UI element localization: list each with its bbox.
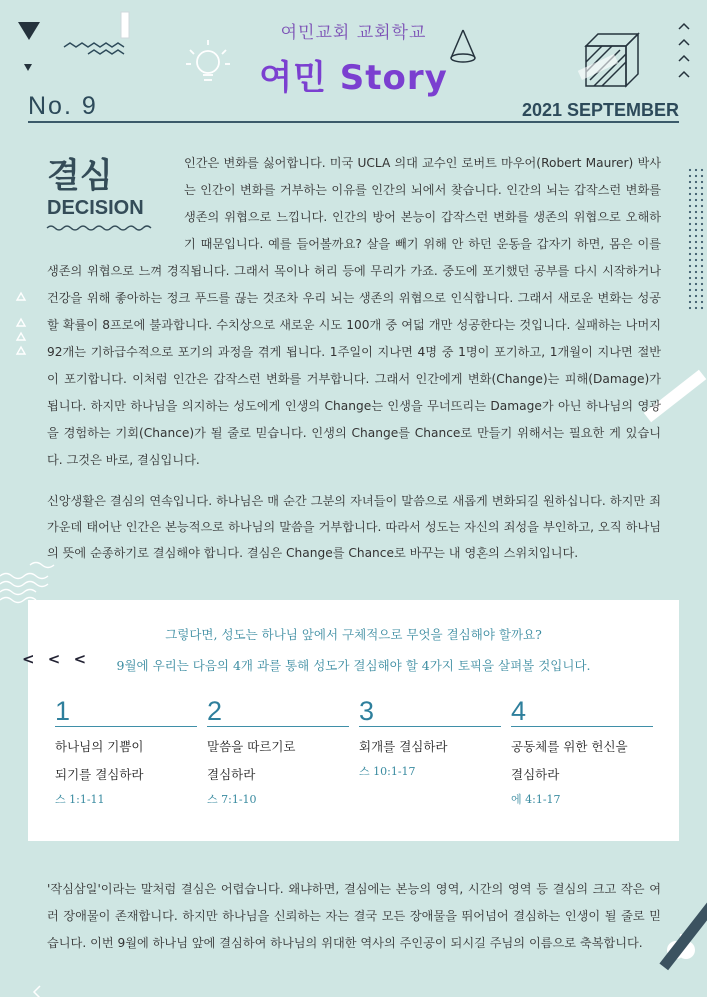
dot bbox=[689, 229, 691, 231]
arrows-decoration: < < < bbox=[22, 650, 91, 668]
dot bbox=[695, 217, 697, 219]
dot bbox=[701, 307, 703, 309]
dot bbox=[701, 229, 703, 231]
zigzag-decoration bbox=[64, 43, 124, 47]
dot bbox=[701, 301, 703, 303]
article-paragraph-1: 인간은 변화를 싫어합니다. 미국 UCLA 의대 교수인 로버트 마우어(Robert Maurer) 박사는 인간이 변화를 거부하는 이유를 인간의 뇌에서 찾습니다. 인간의 뇌는 갑작스런 변화를 생존의 위협으로 느낍니다. 인간의 방어 본능이 갑작스런 변화를 생존의 위협으로 오해하기 때문입니다. 예를 들어볼까요? 살을 빼기 위해 안 하던 운동을 갑자기 하면, 몸은 이를 생존의 위협으로 느껴 경직됩니다. 그래서 목이나 허리 등에 무리가 가죠. 중도에 포기했던 공부를 다시 시작하거나 건강을 위해 좋아하는 정크 푸드를 끊는 것조차 우리 뇌는 생존의 위협으로 인식합니다. 그래서 새로운 변화는 성공할 확률이 8프로에 불과합니다. 수치상으로 새로운 시도 100개 중 여덟 개만 성공한다는 것입니다. 실패하는 나머지 92개는 기하급수적으로 포기의 과정을 겪게 됩니다. 1주일이 지나면 4명 중 1명이 포기하고, 1개월이 지나면 절반이 포기합니다. 이처럼 인간은 갑작스런 변화를 거부합니다. 그래서 인간에게 변화(Change)는 피해(Damage)가 됩니다. 하지만 하나님을 의지하는 성도에게 인생의 Change는 인생을 무너뜨리는 Damage가 아닌 하나님의 영광을 경험하는 기회(Chance)가 될 줄로 믿습니다. 인생의 Change를 Chance로 만들기 위해서는 필요한 게 있습니다. 그것은 바로, 결심입니다. bbox=[47, 156, 661, 467]
dot bbox=[701, 295, 703, 297]
dot bbox=[701, 271, 703, 273]
dot bbox=[695, 307, 697, 309]
pencil-decoration bbox=[659, 900, 707, 970]
dot bbox=[689, 223, 691, 225]
dot bbox=[695, 265, 697, 267]
topic-title-line2: 결심하라 bbox=[207, 767, 256, 782]
topic-title-line1: 공동체를 위한 헌신을 bbox=[511, 739, 628, 754]
article-title-english: DECISION bbox=[47, 197, 144, 219]
topic-scripture-ref: 에 4:1-17 bbox=[511, 793, 561, 806]
topic-scripture-ref: 스 1:1-11 bbox=[55, 793, 105, 806]
dot bbox=[701, 187, 703, 189]
article-title-korean: 결심 bbox=[47, 156, 113, 196]
article-paragraph-2: 신앙생활은 결심의 연속입니다. 하나님은 매 순간 그분의 자녀들이 말씀으로 새롭게 변화되길 원하십니다. 하지만 죄 가운데 태어난 인간은 본능적으로 하나님의 말씀을 거부합니다. 따라서 성도는 자신의 죄성을 부인하고, 오직 하나님의 뜻에 순종하기로 결심해야 합니다. 결심은 Change를 Chance로 바꾸는 내 영혼의 스위치입니다. bbox=[47, 494, 661, 560]
dot bbox=[689, 169, 691, 171]
topic-title-line1: 하나님의 기쁨이 bbox=[55, 739, 144, 754]
dot bbox=[689, 235, 691, 237]
topic-item bbox=[359, 696, 501, 779]
dot bbox=[701, 253, 703, 255]
dot bbox=[689, 217, 691, 219]
dot bbox=[695, 241, 697, 243]
dot bbox=[695, 193, 697, 195]
dot bbox=[689, 181, 691, 183]
dot bbox=[695, 229, 697, 231]
topic-item bbox=[55, 696, 197, 807]
dot bbox=[695, 205, 697, 207]
dot bbox=[689, 265, 691, 267]
dot bbox=[689, 205, 691, 207]
church-name: 여민교회 교회학교 bbox=[280, 23, 427, 43]
wave-decoration bbox=[0, 563, 54, 603]
article-paragraph-3: '작심삼일'이라는 말처럼 결심은 어렵습니다. 왜냐하면, 결심에는 본능의 영역, 시간의 영역 등 결심의 크고 작은 여러 장애물이 존재합니다. 하지만 하나님을 신뢰하는 자는 결국 모든 장애물을 뛰어넘어 결심하는 인생이 될 줄로 믿습니다. 이번 9월에 하나님 앞에 결심하여 하나님의 위대한 역사의 주인공이 되시길 주님의 이름으로 축복합니다. bbox=[47, 882, 661, 950]
dot bbox=[689, 295, 691, 297]
dot bbox=[695, 169, 697, 171]
header-divider bbox=[28, 121, 679, 123]
topic-title-line2: 결심하라 bbox=[511, 767, 560, 782]
dot bbox=[695, 247, 697, 249]
dot bbox=[695, 289, 697, 291]
topic-number: 2 bbox=[207, 696, 349, 727]
dot bbox=[701, 247, 703, 249]
dot bbox=[695, 199, 697, 201]
dot bbox=[689, 277, 691, 279]
dot bbox=[689, 193, 691, 195]
dot bbox=[701, 169, 703, 171]
dot bbox=[689, 253, 691, 255]
dot bbox=[695, 259, 697, 261]
dot bbox=[701, 211, 703, 213]
dot bbox=[695, 211, 697, 213]
dot bbox=[689, 301, 691, 303]
dot bbox=[689, 283, 691, 285]
dot bbox=[701, 193, 703, 195]
dot bbox=[689, 199, 691, 201]
dot bbox=[701, 175, 703, 177]
dot bbox=[689, 211, 691, 213]
dot bbox=[695, 301, 697, 303]
dot bbox=[695, 175, 697, 177]
dot bbox=[695, 277, 697, 279]
dot bbox=[689, 175, 691, 177]
topic-scripture-ref: 스 10:1-17 bbox=[359, 765, 416, 778]
topic-title-line1: 말씀을 따르기로 bbox=[207, 739, 296, 754]
topic-title-line2: 되기를 결심하라 bbox=[55, 767, 144, 782]
dot bbox=[695, 187, 697, 189]
dot bbox=[701, 205, 703, 207]
dot bbox=[689, 187, 691, 189]
dot bbox=[701, 217, 703, 219]
dot bbox=[689, 259, 691, 261]
dot bbox=[689, 271, 691, 273]
dot bbox=[695, 271, 697, 273]
dot-grid-decoration bbox=[689, 169, 703, 309]
topic-scripture-ref: 스 7:1-10 bbox=[207, 793, 257, 806]
dot bbox=[701, 223, 703, 225]
dot bbox=[701, 181, 703, 183]
triangle-outline-decoration bbox=[17, 293, 25, 354]
dot bbox=[701, 199, 703, 201]
topic-title-line1: 회개를 결심하라 bbox=[359, 739, 448, 754]
dot bbox=[695, 295, 697, 297]
dot bbox=[695, 181, 697, 183]
topics-intro: 9월에 우리는 다음의 4개 과를 통해 성도가 결심해야 할 4가지 토픽을 살펴볼 것입니다. bbox=[116, 658, 591, 673]
topics-question: 그렇다면, 성도는 하나님 앞에서 구체적으로 무엇을 결심해야 할까요? bbox=[165, 627, 542, 642]
dot bbox=[701, 235, 703, 237]
dot bbox=[701, 241, 703, 243]
dot bbox=[689, 307, 691, 309]
article-paragraph-1-container bbox=[47, 150, 661, 474]
topic-number: 1 bbox=[55, 696, 197, 727]
dot bbox=[695, 223, 697, 225]
dot bbox=[695, 253, 697, 255]
chevron-left-icon bbox=[34, 986, 40, 997]
topic-number: 3 bbox=[359, 696, 501, 727]
issue-number: No. 9 bbox=[28, 92, 98, 120]
dot bbox=[689, 241, 691, 243]
dot bbox=[701, 259, 703, 261]
dot bbox=[701, 283, 703, 285]
dot bbox=[701, 289, 703, 291]
dot bbox=[689, 289, 691, 291]
topic-item bbox=[511, 696, 653, 807]
dot bbox=[689, 247, 691, 249]
dot bbox=[701, 265, 703, 267]
dot bbox=[695, 283, 697, 285]
topic-number: 4 bbox=[511, 696, 653, 727]
topic-item bbox=[207, 696, 349, 807]
issue-date: 2021 SEPTEMBER bbox=[521, 100, 679, 120]
newsletter-title: 여민 Story bbox=[259, 58, 448, 98]
dot bbox=[701, 277, 703, 279]
dot bbox=[695, 235, 697, 237]
